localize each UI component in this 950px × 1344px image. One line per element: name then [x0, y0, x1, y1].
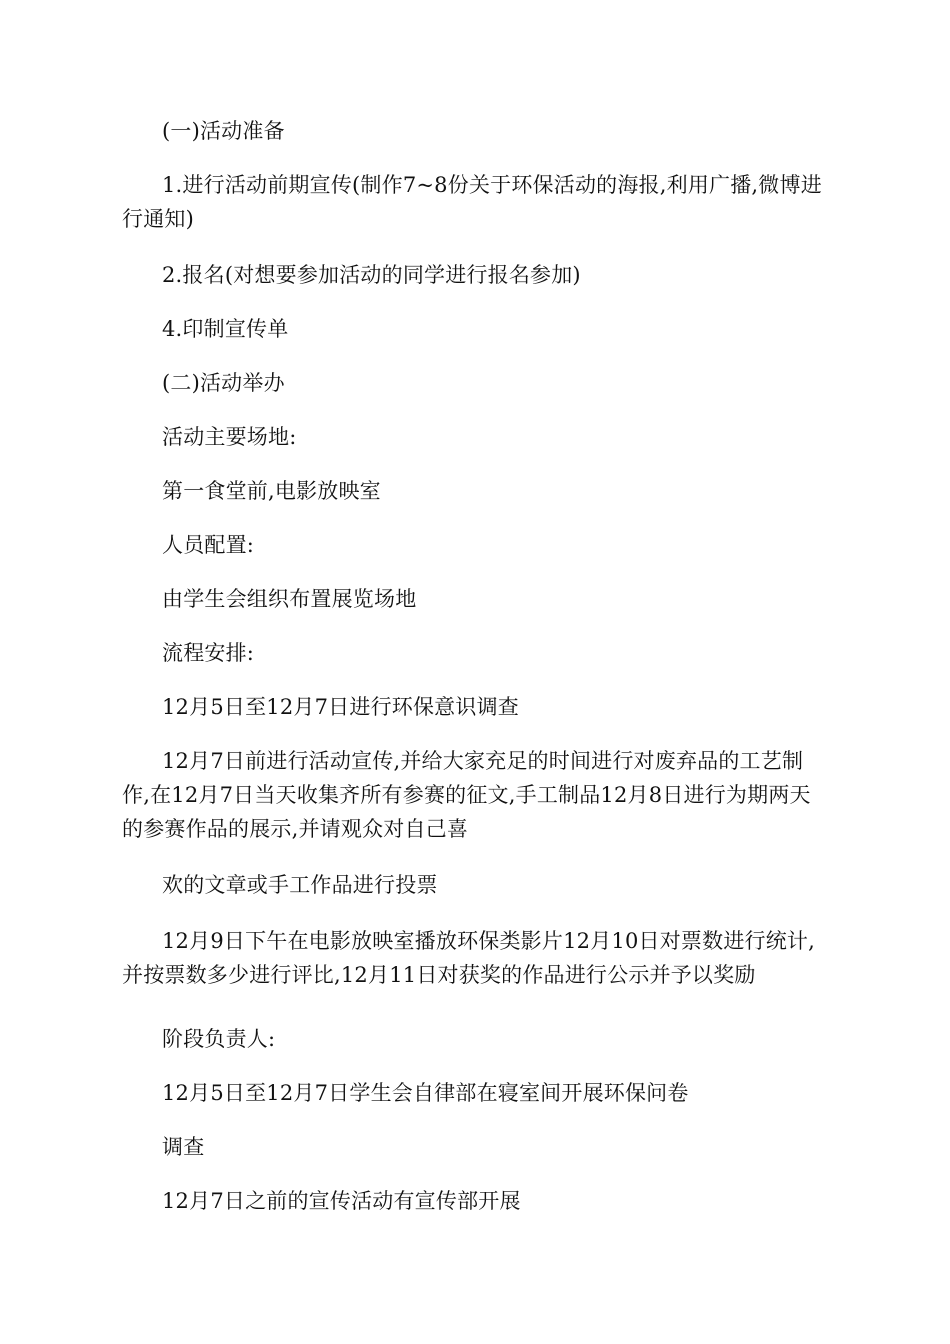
paragraph-film-and-awards: 12月9日下午在电影放映室播放环保类影片12月10日对票数进行统计,并按票数多少进行评比,12月11日对获奖的作品进行公示并予以奖励 [122, 929, 815, 987]
paragraph-voting: 欢的文章或手工作品进行投票 [162, 873, 438, 897]
paragraph-venue: 第一食堂前,电影放映室 [162, 479, 381, 503]
paragraph-survey: 调查 [162, 1135, 205, 1159]
paragraph-questionnaire: 12月5日至12月7日学生会自律部在寝室间开展环保问卷 [162, 1081, 689, 1105]
paragraph-leaders-label: 阶段负责人: [162, 1027, 276, 1051]
section-heading-hosting: (二)活动举办 [162, 371, 285, 395]
paragraph-publicity-dept: 12月7日之前的宣传活动有宣传部开展 [162, 1189, 521, 1213]
paragraph-survey-dates: 12月5日至12月7日进行环保意识调查 [162, 695, 519, 719]
paragraph-publicity: 1.进行活动前期宣传(制作7~8份关于环保活动的海报,利用广播,微博进行通知) [122, 173, 822, 231]
paragraph-schedule-label: 流程安排: [162, 641, 255, 665]
section-heading-preparation: (一)活动准备 [162, 119, 285, 143]
paragraph-staffing: 由学生会组织布置展览场地 [162, 587, 417, 611]
paragraph-staffing-label: 人员配置: [162, 533, 255, 557]
paragraph-schedule-details: 12月7日前进行活动宣传,并给大家充足的时间进行对废弃品的工艺制作,在12月7日当天收集齐所有参赛的征文,手工制品12月8日进行为期两天的参赛作品的展示,并请观众对自己喜 [122, 749, 811, 841]
paragraph-registration: 2.报名(对想要参加活动的同学进行报名参加) [162, 263, 581, 287]
paragraph-venue-label: 活动主要场地: [162, 425, 297, 449]
paragraph-print-flyers: 4.印制宣传单 [162, 317, 289, 341]
